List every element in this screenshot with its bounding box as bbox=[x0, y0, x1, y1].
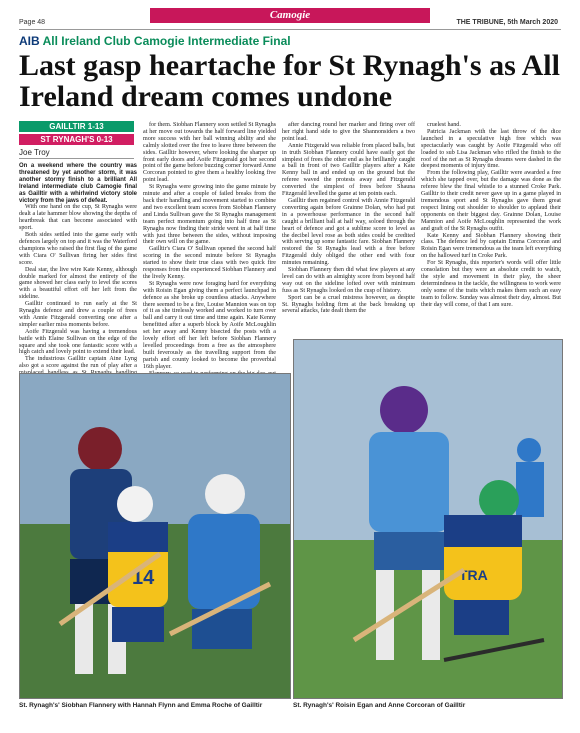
jersey-number: 14 bbox=[132, 567, 155, 589]
paragraph: Patricia Jackman with the last throw of the dice launched in a speculative high free which was spectacularly was caught by Aoife Fitzgerald who off loaded to sub Lisa Jackman who rifled the finish to the roof of the net as St Rynaghs dreams were dashed in the deepest moments of injury time. bbox=[421, 128, 561, 170]
photo-caption-right: St. Rynagh's' Roisin Egan and Anne Corcoran of Gailltir bbox=[293, 702, 466, 709]
match-photo-right bbox=[293, 339, 563, 699]
paragraph: The industrious Gailltir captain Aine Lyng also got a score against the run of play after a bbox=[19, 356, 137, 370]
paragraph: Gailltir's Ciara O' Sullivan opened the second half scoring in the second minute before St Rynaghs started to show their true class with two quick fire responses from the experienced Siobhan Flannery and the lively Kenny. bbox=[143, 246, 276, 280]
paragraph: Deal star, the live wire Kate Kenny, although double marked for almost the entirety of the game showed her class early to level the scores with a beautiful effort off her left from the sideline. bbox=[19, 266, 137, 301]
paragraph: after dancing round her marker and firing over off her right hand side to give the Shannonsiders a two point lead. bbox=[282, 122, 415, 142]
article-kicker bbox=[19, 34, 291, 48]
byline: Joe Troy bbox=[19, 148, 50, 157]
section-title: Camogie bbox=[269, 9, 311, 21]
headline: Last gasp heartache for St Rynagh's as All Ireland dream comes undone bbox=[19, 49, 560, 113]
score-box bbox=[19, 121, 134, 145]
section-banner bbox=[150, 8, 430, 23]
kicker-tag: AIB bbox=[19, 34, 40, 48]
lead-paragraph: On a weekend where the country was threatened by yet another storm, it was another stormy finish to a brilliant All Ireland intermediate club Camogie final as Gailltir with a whirlwind victory stole victory from the jaws of defeat. bbox=[19, 163, 137, 204]
paragraph: Aoife Fitzgerald was having a tremendous battle with Elaine Sullivan on the edge of the square and she took one fantastic score with a high catch and lovely point to extend their lead. bbox=[19, 328, 137, 356]
header-rule bbox=[19, 29, 561, 30]
paragraph: Kate Kenny and Siobhan Flannery showing their class. The defence led by captain Emma Corcoran and Roisin Egan were tremendous as the team left everything on the hallowed turf in Croke Park. bbox=[421, 232, 561, 260]
score-winner: GAILLTIR 1-13 bbox=[19, 121, 134, 132]
photo-right-illustration bbox=[294, 340, 562, 698]
paragraph: St Rynaghs were now foraging hard for everything with Roisin Egan giving them a perfect launchpad in defence as she broke up countless attacks. Anywhere there seemed to be a fire, Louise Mannion was on top of it as she tirelessly worked and worked to turn over ball and carry it out time and time again. Kate Kenny benefitted after a superb block by Aoife McLoughlin set her away and Kenny bisected the posts with a lovely effort off her left before Siobhan Flannery levelled proceedings from a free as the atmosphere built feverously as the travelling support from the parish and county looked to become the proverbial 16th player. bbox=[143, 280, 276, 370]
byline-rule bbox=[19, 158, 134, 159]
masthead-date: THE TRIBUNE, 5th March 2020 bbox=[456, 19, 558, 26]
paragraph: St Rynaghs were growing into the game minute by minute and after a couple of failed breaks from the back their handling and movement started to combine and two excellent team scores from Siobhan Flannery and Linda Sullivan gave the St Rynaghs management team perfect momentum going into half time as St Rynaghs now finding their stride went in at half time with just three between the sides, without imposing their own will on the game. bbox=[143, 184, 276, 246]
paragraph: Both sides settled into the game early with defences largely on top and it was the Waterford champions who raised the first flag of the game with Ciara O' Sullivan firing her sides first score. bbox=[19, 232, 137, 266]
score-loser: ST RYNAGH'S 0-13 bbox=[19, 134, 134, 145]
paragraph: From the following play, Gailltir were awarded a free which she tapped over, but the damage was done as the referee blew the final whistle to a stunned Croke Park. Gailltir to their credit never gave up in a game played in tremendous sport and St Rynaghs gave them great respect lining out shoulder to shoulder to applaud their opponents on their biggest day. Grainne Dolan, Louise Mannion and Aoife McLoughlin represented the work and graft of the St Rynaghs outfit. bbox=[421, 170, 561, 232]
paragraph: For St Rynaghs, this reporter's words will offer little consolation but they were an absolute credit to watch, the style and movement in their play, the sheer determindness in the tackle, the willingness to work were only some of the traits which makes them such an easy team to follow. Sunday was almost their day, almost. But their day will come, of that I am sure. bbox=[421, 260, 561, 308]
article-column-2 bbox=[143, 122, 276, 370]
match-photo-left bbox=[19, 373, 291, 699]
paragraph: With one hand on the cup, St Rynaghs were dealt a late hammer blow showing the depths of heartbreak that can become associated with sport. bbox=[19, 204, 137, 232]
article-column-3 bbox=[282, 122, 415, 370]
paragraph: cruelest hand. bbox=[427, 122, 461, 128]
paragraph: Gailltir then regained control with Annie Fitzgerald converting again before Grainne Dolan, who had put in a powerhouse performance in the second half caught a brilliant ball at half way, soloed through the heart of defence and got a sublime score to level as the decibel level rose as both sides could be credited with serving up some fantastic fare. Siobhan Flannery restored the St Rynaghs lead with a free before Fitzgerald duly obliged the other end with four minutes remaining. bbox=[282, 197, 415, 267]
paragraph: Sport can be a cruel mistress however, as despite St. Rynaghs holding firm at the back breaking up several attacks, fate dealt them the bbox=[282, 294, 415, 315]
paragraph: Siobhan Flannery then did what few players at any level can do with an almighty score from beyond half way out on the sideline lofted over with minimum fuss as St Rynaghs looked on the cusp of history. bbox=[282, 267, 415, 294]
article-column-4 bbox=[421, 122, 561, 370]
paragraph: for them. Siobhan Flannery soon settled St Rynaghs at her move out towards the half forward line yielded more success with her ball winning ability and she calmly slotted over the free to leave three between the sides. Gailltir however, where looking the sharper up front early doors and Aoife Fitzgerald got her second point of the game before buzzing corner forward Anne Corcoran pointed to give them a healthy looking five point lead. bbox=[143, 122, 276, 184]
jersey-text: TRA bbox=[459, 567, 488, 583]
photo-left-illustration bbox=[20, 374, 290, 698]
page-number: Page 48 bbox=[19, 19, 46, 26]
paragraph: Gailltir continued to run early at the St Rynaghs defence and drew a couple of frees with Annie Fitzgerald converting one after a simpler earlier miss moments before. bbox=[19, 301, 137, 328]
kicker-text: All Ireland Club Camogie Intermediate Final bbox=[42, 34, 291, 48]
photo-caption-left: St. Rynagh's' Siobhan Flannery with Hannah Flynn and Emma Roche of Gailltir bbox=[19, 702, 263, 709]
paragraph: Annie Fitzgerald was reliable from placed balls, but in truth Siobhan Flannery could have easily got the simplest of frees the other end as he brilliantly caught a ball in front of two Gailltir players after a Kate Kenny ball in and ended up on the ground but the referee waved the protests away and Fitzgerald converted the simplest of frees before Shauna Fitzgerald levelled the game at ten points each. bbox=[282, 142, 415, 198]
article-column-1 bbox=[19, 163, 137, 370]
